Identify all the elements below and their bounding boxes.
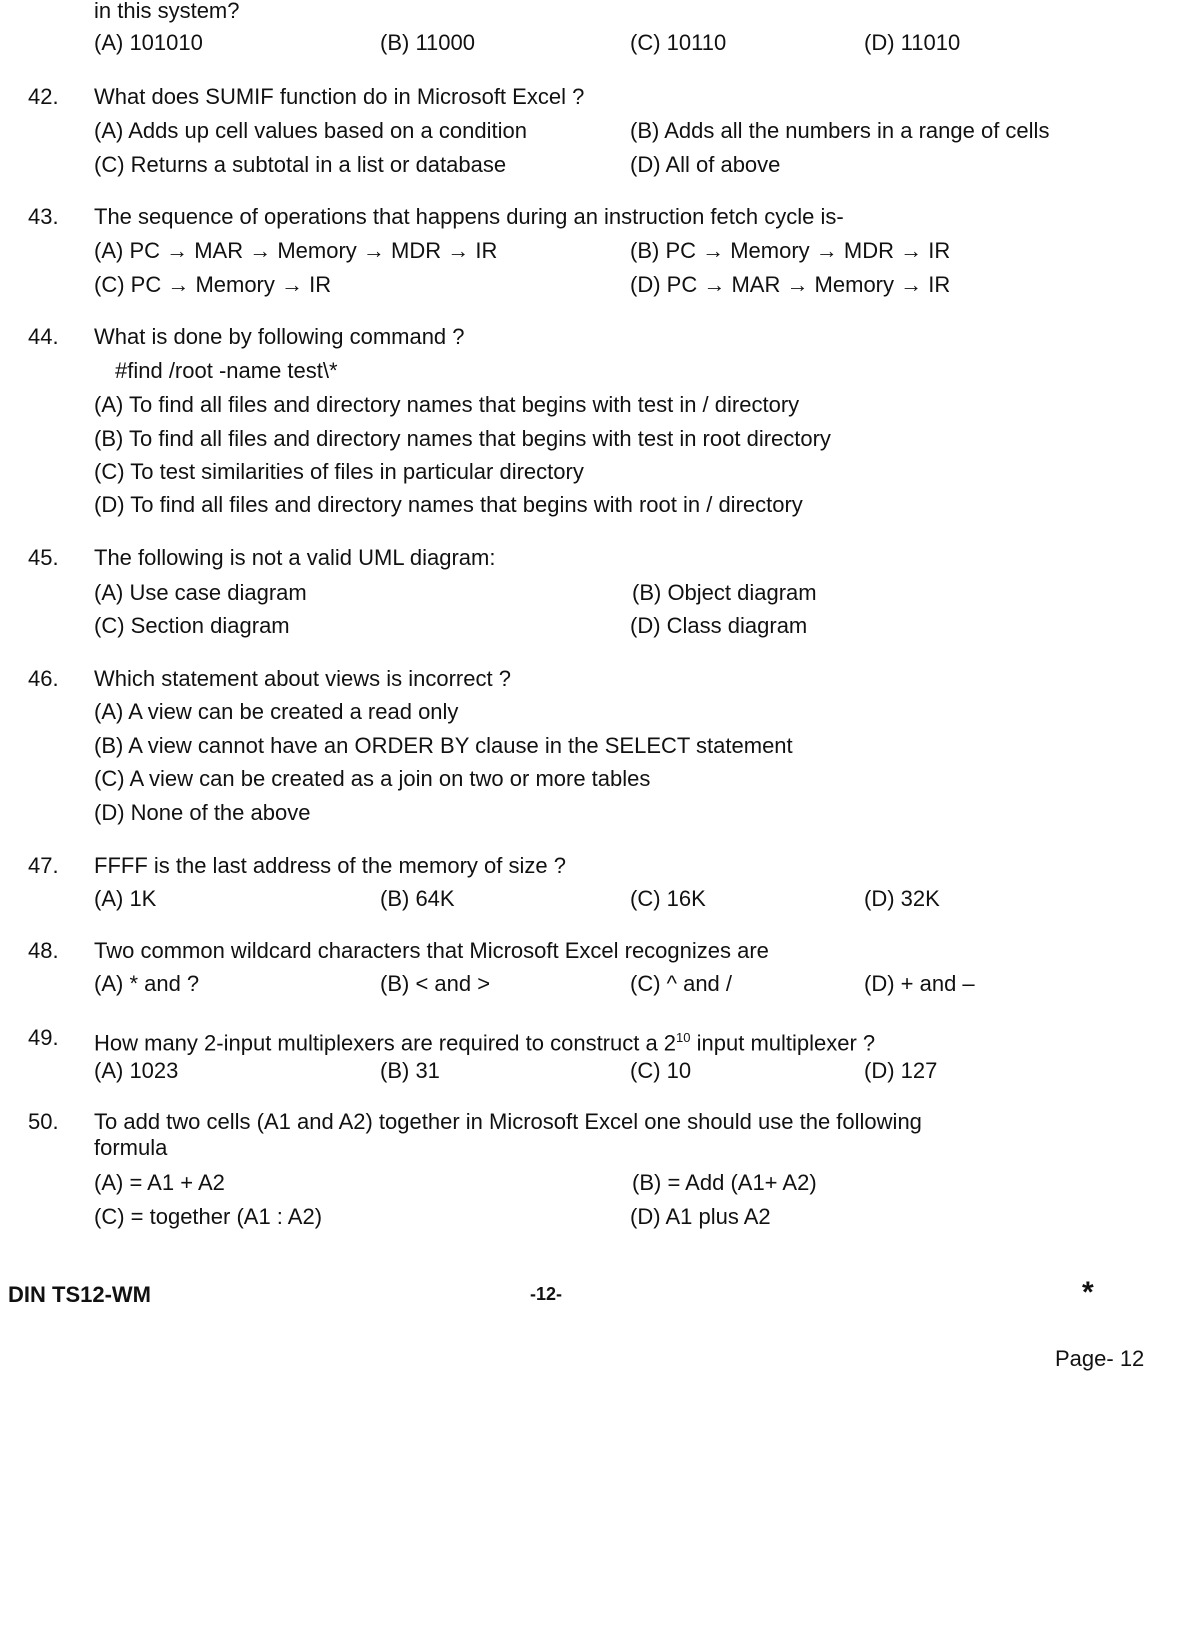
question-text: FFFF is the last address of the memory of size ? <box>94 853 566 878</box>
option-d: (D) 11010 <box>864 30 961 55</box>
option-b: (B) 31 <box>380 1058 440 1083</box>
option-c: (C) 10 <box>630 1058 692 1083</box>
question-number: 50. <box>28 1109 59 1134</box>
option-c: (C) Returns a subtotal in a list or database <box>94 152 507 177</box>
question-text-part: input multiplexer ? <box>690 1030 876 1056</box>
option-a: (A) To find all files and directory names that begins with test in / directory <box>94 392 800 417</box>
question-number: 46. <box>28 666 59 691</box>
option-b: (B) < and > <box>380 971 491 996</box>
question-text: Which statement about views is incorrect ? <box>94 666 511 691</box>
option-c: (C) ^ and / <box>630 971 733 996</box>
option-d: (D) All of above <box>630 152 781 177</box>
option-c: (C) 10110 <box>630 30 727 55</box>
question-text: What is done by following command ? <box>94 324 465 349</box>
option-b: (B) A view cannot have an ORDER BY clause in the SELECT statement <box>94 733 793 758</box>
option-a: (A) 1023 <box>94 1058 179 1083</box>
question-number: 43. <box>28 204 59 229</box>
option-b: (B) Object diagram <box>632 580 817 605</box>
option-d: (D) A1 plus A2 <box>630 1204 771 1229</box>
option-b: (B) 64K <box>380 886 455 911</box>
question-number: 45. <box>28 545 59 570</box>
option-c: (C) Section diagram <box>94 613 290 638</box>
question-number: 48. <box>28 938 59 963</box>
option-b: (B) = Add (A1+ A2) <box>632 1170 817 1195</box>
option-d: (D) 127 <box>864 1058 938 1083</box>
question-number: 42. <box>28 84 59 109</box>
option-b: (B) 11000 <box>380 30 475 55</box>
question-text <box>94 1025 875 1056</box>
option-a: (A) = A1 + A2 <box>94 1170 225 1195</box>
option-d: (D) + and – <box>864 971 975 996</box>
question-text: What does SUMIF function do in Microsoft Excel ? <box>94 84 585 109</box>
question-text: The following is not a valid UML diagram: <box>94 545 496 570</box>
page-number: Page- 12 <box>1055 1346 1145 1371</box>
question-number: 44. <box>28 324 59 349</box>
question-text-continued: formula <box>94 1135 168 1160</box>
option-c: (C) PC → Memory → IR <box>94 272 332 297</box>
prev-question-tail: in this system? <box>94 0 240 23</box>
page-mark: -12- <box>530 1284 563 1304</box>
option-a: (A) * and ? <box>94 971 200 996</box>
question-text-part: How many 2-input multiplexers are required to construct a 2 <box>94 1030 677 1056</box>
option-a: (A) A view can be created a read only <box>94 699 459 724</box>
option-a: (A) Use case diagram <box>94 580 307 605</box>
option-c: (C) = together (A1 : A2) <box>94 1204 323 1229</box>
option-d: (D) To find all files and directory names that begins with root in / directory <box>94 492 803 517</box>
option-d: (D) None of the above <box>94 800 311 825</box>
command-text: #find /root -name test\* <box>115 358 338 383</box>
option-d: (D) Class diagram <box>630 613 808 638</box>
option-a: (A) PC → MAR → Memory → MDR → IR <box>94 238 498 263</box>
option-c: (C) A view can be created as a join on two or more tables <box>94 766 651 791</box>
question-number: 47. <box>28 853 59 878</box>
question-text: To add two cells (A1 and A2) together in Microsoft Excel one should use the following <box>94 1109 922 1134</box>
option-d: (D) 32K <box>864 886 940 911</box>
option-d: (D) PC → MAR → Memory → IR <box>630 272 951 297</box>
exponent: 10 <box>676 1030 691 1045</box>
document-code: DIN TS12-WM <box>8 1282 151 1307</box>
question-number: 49. <box>28 1025 59 1050</box>
option-b: (B) To find all files and directory names that begins with test in root directory <box>94 426 831 451</box>
option-b: (B) Adds all the numbers in a range of cells <box>630 118 1050 143</box>
star-mark: * <box>1082 1276 1094 1309</box>
option-c: (C) 16K <box>630 886 706 911</box>
option-c: (C) To test similarities of files in particular directory <box>94 459 584 484</box>
question-text: The sequence of operations that happens during an instruction fetch cycle is- <box>94 204 844 229</box>
option-b: (B) PC → Memory → MDR → IR <box>630 238 951 263</box>
question-text: Two common wildcard characters that Microsoft Excel recognizes are <box>94 938 769 963</box>
option-a: (A) 1K <box>94 886 157 911</box>
option-a: (A) 101010 <box>94 30 203 55</box>
option-a: (A) Adds up cell values based on a condition <box>94 118 527 143</box>
